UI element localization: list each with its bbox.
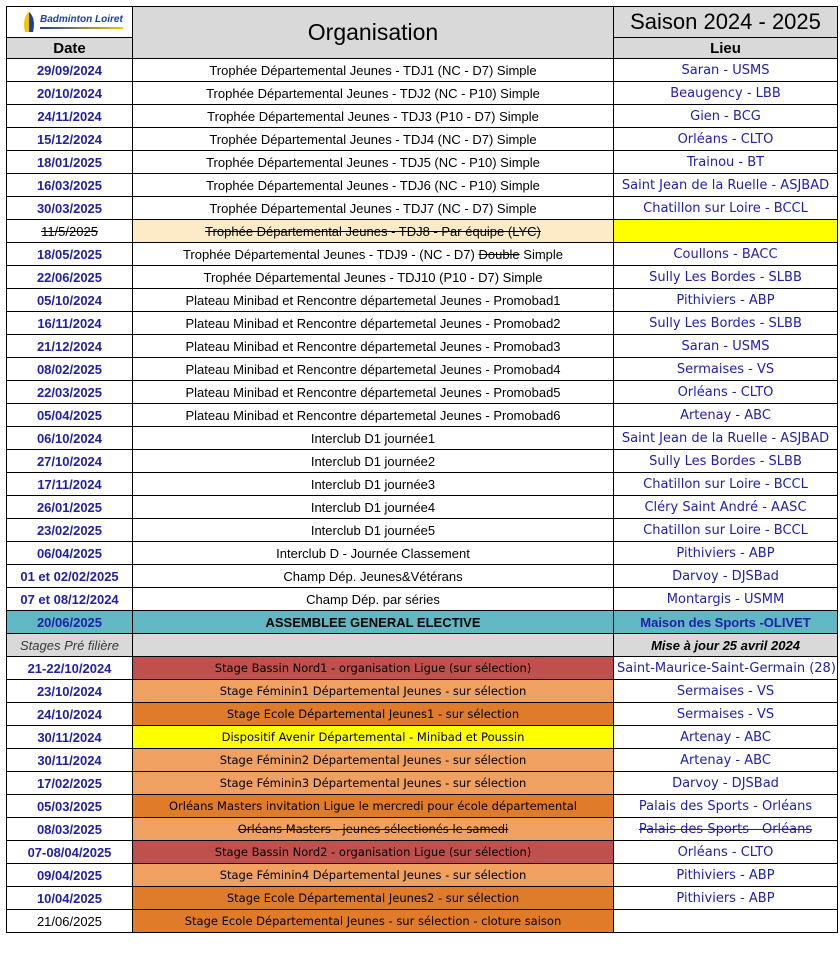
event-row xyxy=(7,82,838,105)
stage-date: 30/11/2024 xyxy=(7,749,133,772)
event-organisation: Plateau Minibad et Rencontre départemetal Jeunes - Promobad2 xyxy=(133,312,614,335)
logo-title: Badminton Loiret xyxy=(40,14,123,25)
stage-organisation: Stage Féminin2 Départemental Jeunes - sur sélection xyxy=(133,749,614,772)
event-date: 26/01/2025 xyxy=(7,496,133,519)
event-lieu: Chatillon sur Loire - BCCL xyxy=(614,519,838,542)
event-row xyxy=(7,128,838,151)
stage-row xyxy=(7,657,838,680)
assemblee-row xyxy=(7,611,838,634)
stage-row xyxy=(7,887,838,910)
stage-lieu: Orléans - CLTO xyxy=(614,841,838,864)
event-organisation: Trophée Départemental Jeunes - TDJ10 (P10 - D7) Simple xyxy=(133,266,614,289)
event-organisation: Interclub D1 journée2 xyxy=(133,450,614,473)
event-row xyxy=(7,59,838,82)
event-lieu: Sully Les Bordes - SLBB xyxy=(614,266,838,289)
cancelled-stage-organisation: Orléans Masters - jeunes sélectionés le samedi xyxy=(237,822,509,836)
cancelled-date: 11/5/2025 xyxy=(41,223,98,239)
stage-lieu: Sermaises - VS xyxy=(614,703,838,726)
stage-organisation xyxy=(133,818,614,841)
event-date: 22/06/2025 xyxy=(7,266,133,289)
event-organisation: Trophée Départemental Jeunes - TDJ6 (NC - P10) Simple xyxy=(133,174,614,197)
event-date: 06/10/2024 xyxy=(7,427,133,450)
event-lieu: Maison des Sports -OLIVET xyxy=(614,611,838,634)
event-row xyxy=(7,358,838,381)
stage-date: 23/10/2024 xyxy=(7,680,133,703)
logo-stripe xyxy=(40,27,123,29)
event-organisation: ASSEMBLEE GENERAL ELECTIVE xyxy=(133,611,614,634)
stage-row xyxy=(7,795,838,818)
season-header: Saison 2024 - 2025 xyxy=(614,7,838,38)
logo-text xyxy=(40,15,123,29)
event-organisation: Trophée Départemental Jeunes - TDJ4 (NC - D7) Simple xyxy=(133,128,614,151)
stage-lieu: Saint-Maurice-Saint-Germain (28) xyxy=(614,657,838,680)
stage-date: 21-22/10/2024 xyxy=(7,657,133,680)
stage-row xyxy=(7,910,838,933)
event-row xyxy=(7,243,838,266)
stage-organisation: Stage Féminin4 Départemental Jeunes - sur sélection xyxy=(133,864,614,887)
update-date: Mise à jour 25 avril 2024 xyxy=(614,634,838,657)
event-organisation: Champ Dép. Jeunes&Vétérans xyxy=(133,565,614,588)
event-lieu: Chatillon sur Loire - BCCL xyxy=(614,197,838,220)
event-organisation: Interclub D1 journée4 xyxy=(133,496,614,519)
event-row xyxy=(7,289,838,312)
stage-row xyxy=(7,864,838,887)
organisation-header: Organisation xyxy=(133,7,614,59)
stage-lieu: Palais des Sports - Orléans xyxy=(614,795,838,818)
stage-lieu: Darvoy - DJSBad xyxy=(614,772,838,795)
event-organisation: Interclub D - Journée Classement xyxy=(133,542,614,565)
badminton-loiret-logo xyxy=(21,10,123,34)
event-lieu: Cléry Saint André - AASC xyxy=(614,496,838,519)
event-lieu: Pithiviers - ABP xyxy=(614,289,838,312)
event-row xyxy=(7,266,838,289)
event-row xyxy=(7,174,838,197)
stage-organisation: Stage Féminin3 Départemental Jeunes - sur sélection xyxy=(133,772,614,795)
event-organisation: Champ Dép. par séries xyxy=(133,588,614,611)
event-lieu: Saint Jean de la Ruelle - ASJBAD xyxy=(614,427,838,450)
event-lieu: Montargis - USMM xyxy=(614,588,838,611)
cancelled-event-row xyxy=(7,220,838,243)
event-date: 06/04/2025 xyxy=(7,542,133,565)
event-row xyxy=(7,105,838,128)
stage-date: 07-08/04/2025 xyxy=(7,841,133,864)
stage-row xyxy=(7,703,838,726)
stage-organisation: Stage Ecole Départemental Jeunes2 - sur sélection xyxy=(133,887,614,910)
event-row xyxy=(7,542,838,565)
stage-lieu: Sermaises - VS xyxy=(614,680,838,703)
stage-organisation: Stage Bassin Nord2 - organisation Ligue (sur sélection) xyxy=(133,841,614,864)
event-lieu: Saint Jean de la Ruelle - ASJBAD xyxy=(614,174,838,197)
event-lieu: Orléans - CLTO xyxy=(614,128,838,151)
event-date: 29/09/2024 xyxy=(7,59,133,82)
event-row xyxy=(7,381,838,404)
event-row xyxy=(7,427,838,450)
event-organisation: Trophée Départemental Jeunes - TDJ7 (NC - D7) Simple xyxy=(133,197,614,220)
event-date: 20/06/2025 xyxy=(7,611,133,634)
organisation-text: Trophée Départemental Jeunes - TDJ9 - (NC - D7) xyxy=(182,246,479,262)
event-organisation: Plateau Minibad et Rencontre départemetal Jeunes - Promobad5 xyxy=(133,381,614,404)
event-organisation: Plateau Minibad et Rencontre départemetal Jeunes - Promobad4 xyxy=(133,358,614,381)
event-lieu: Darvoy - DJSBad xyxy=(614,565,838,588)
stage-date: 09/04/2025 xyxy=(7,864,133,887)
stage-row xyxy=(7,680,838,703)
event-organisation: Trophée Départemental Jeunes - TDJ2 (NC - P10) Simple xyxy=(133,82,614,105)
event-lieu: Gien - BCG xyxy=(614,105,838,128)
event-date xyxy=(7,220,133,243)
event-date: 23/02/2025 xyxy=(7,519,133,542)
event-row xyxy=(7,588,838,611)
event-date: 18/01/2025 xyxy=(7,151,133,174)
event-organisation: Trophée Départemental Jeunes - TDJ3 (P10 - D7) Simple xyxy=(133,105,614,128)
stage-date: 05/03/2025 xyxy=(7,795,133,818)
event-organisation: Plateau Minibad et Rencontre départemetal Jeunes - Promobad1 xyxy=(133,289,614,312)
event-organisation: Trophée Départemental Jeunes - TDJ1 (NC - D7) Simple xyxy=(133,59,614,82)
event-date: 20/10/2024 xyxy=(7,82,133,105)
event-date: 24/11/2024 xyxy=(7,105,133,128)
event-lieu: Chatillon sur Loire - BCCL xyxy=(614,473,838,496)
event-date: 05/04/2025 xyxy=(7,404,133,427)
event-row xyxy=(7,404,838,427)
event-organisation: Plateau Minibad et Rencontre départemetal Jeunes - Promobad3 xyxy=(133,335,614,358)
event-date: 30/03/2025 xyxy=(7,197,133,220)
stages-label: Stages Pré filière xyxy=(7,634,133,657)
stage-row xyxy=(7,841,838,864)
event-date: 21/12/2024 xyxy=(7,335,133,358)
event-date: 16/03/2025 xyxy=(7,174,133,197)
event-lieu: Sermaises - VS xyxy=(614,358,838,381)
event-organisation: Interclub D1 journée3 xyxy=(133,473,614,496)
event-row xyxy=(7,312,838,335)
event-lieu: Beaugency - LBB xyxy=(614,82,838,105)
event-lieu: Orléans - CLTO xyxy=(614,381,838,404)
event-lieu: Pithiviers - ABP xyxy=(614,542,838,565)
stage-organisation: Stage Féminin1 Départemental Jeunes - sur sélection xyxy=(133,680,614,703)
stage-organisation: Stage Bassin Nord1 - organisation Ligue (sur sélection) xyxy=(133,657,614,680)
stage-lieu: Pithiviers - ABP xyxy=(614,864,838,887)
event-organisation: Interclub D1 journée5 xyxy=(133,519,614,542)
event-row xyxy=(7,496,838,519)
stages-section-header xyxy=(7,634,838,657)
event-row xyxy=(7,473,838,496)
event-organisation: Plateau Minibad et Rencontre départemetal Jeunes - Promobad6 xyxy=(133,404,614,427)
stage-lieu: Artenay - ABC xyxy=(614,726,838,749)
stage-row xyxy=(7,749,838,772)
cancelled-organisation: Trophée Départemental Jeunes - TDJ8 - Par équipe (LYC) xyxy=(205,223,541,239)
event-date: 15/12/2024 xyxy=(7,128,133,151)
calendar-table xyxy=(6,6,838,933)
event-lieu-empty xyxy=(614,220,838,243)
event-organisation xyxy=(133,243,614,266)
event-organisation: Interclub D1 journée1 xyxy=(133,427,614,450)
event-date: 22/03/2025 xyxy=(7,381,133,404)
event-row xyxy=(7,519,838,542)
event-organisation xyxy=(133,220,614,243)
event-row xyxy=(7,450,838,473)
stage-date: 08/03/2025 xyxy=(7,818,133,841)
stage-date: 30/11/2024 xyxy=(7,726,133,749)
event-date: 01 et 02/02/2025 xyxy=(7,565,133,588)
event-lieu: Trainou - BT xyxy=(614,151,838,174)
event-date: 05/10/2024 xyxy=(7,289,133,312)
event-date: 07 et 08/12/2024 xyxy=(7,588,133,611)
stage-organisation: Dispositif Avenir Départemental - Minibad et Poussin xyxy=(133,726,614,749)
stage-date: 24/10/2024 xyxy=(7,703,133,726)
event-date: 16/11/2024 xyxy=(7,312,133,335)
event-date: 27/10/2024 xyxy=(7,450,133,473)
stage-organisation: Stage Ecole Départemental Jeunes1 - sur sélection xyxy=(133,703,614,726)
cancelled-stage-lieu: Palais des Sports - Orléans xyxy=(638,821,813,837)
stage-row xyxy=(7,818,838,841)
stage-row xyxy=(7,726,838,749)
struck-word: Double xyxy=(478,246,520,262)
organisation-text-end: Simple xyxy=(519,246,564,262)
event-date: 17/11/2024 xyxy=(7,473,133,496)
shuttlecock-logo-icon xyxy=(21,10,37,34)
event-lieu: Sully Les Bordes - SLBB xyxy=(614,312,838,335)
stage-date: 17/02/2025 xyxy=(7,772,133,795)
date-column-header: Date xyxy=(7,38,133,59)
event-lieu: Sully Les Bordes - SLBB xyxy=(614,450,838,473)
event-lieu: Coullons - BACC xyxy=(614,243,838,266)
event-date: 18/05/2025 xyxy=(7,243,133,266)
stage-row xyxy=(7,772,838,795)
stage-organisation: Stage Ecole Départemental Jeunes - sur sélection - cloture saison xyxy=(133,910,614,933)
stage-organisation: Orléans Masters invitation Ligue le mercredi pour école départemental xyxy=(133,795,614,818)
logo-cell xyxy=(7,7,133,38)
event-date: 08/02/2025 xyxy=(7,358,133,381)
stage-lieu: Pithiviers - ABP xyxy=(614,887,838,910)
event-organisation: Trophée Départemental Jeunes - TDJ5 (NC - P10) Simple xyxy=(133,151,614,174)
event-lieu: Saran - USMS xyxy=(614,335,838,358)
stage-date: 21/06/2025 xyxy=(7,910,133,933)
event-row xyxy=(7,335,838,358)
stage-date: 10/04/2025 xyxy=(7,887,133,910)
stage-lieu xyxy=(614,818,838,841)
lieu-column-header: Lieu xyxy=(614,38,838,59)
stage-lieu xyxy=(614,910,838,933)
event-lieu: Artenay - ABC xyxy=(614,404,838,427)
event-row xyxy=(7,565,838,588)
stage-lieu: Artenay - ABC xyxy=(614,749,838,772)
event-row xyxy=(7,151,838,174)
stages-spacer xyxy=(133,634,614,657)
event-row xyxy=(7,197,838,220)
event-lieu: Saran - USMS xyxy=(614,59,838,82)
